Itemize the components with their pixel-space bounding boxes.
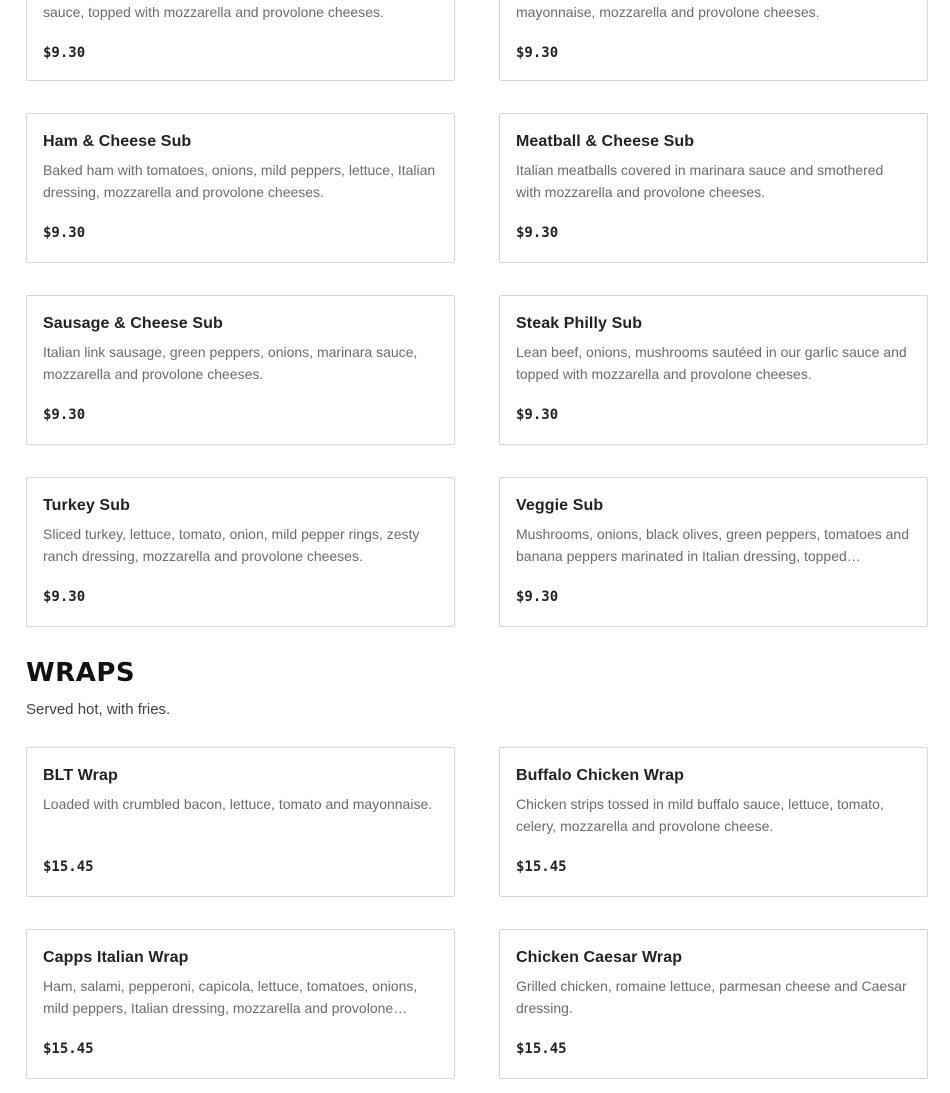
item-name: Meatball & Cheese Sub [516, 133, 695, 150]
menu-item-card[interactable] [499, 929, 928, 1079]
item-name: Chicken Caesar Wrap [516, 949, 683, 966]
item-description: Baked ham with tomatoes, onions, mild peppers, lettuce, Italian dressing, mozzarella and provolone cheeses. [43, 162, 436, 200]
menu-item-card[interactable] [499, 0, 928, 81]
menu-item-card[interactable] [26, 747, 455, 897]
item-price: $15.45 [43, 859, 94, 875]
item-name: Turkey Sub [43, 497, 130, 514]
menu-item-card[interactable] [499, 747, 928, 897]
item-price: $15.45 [43, 1041, 94, 1057]
item-description: Ham, salami, pepperoni, capicola, lettuce, tomatoes, onions, mild peppers, Italian dressing, mozzarella and provolone… [43, 978, 418, 1016]
item-description: Lean beef, onions, mushrooms sautéed in our garlic sauce and topped with mozzarella and provolone cheeses. [516, 344, 907, 382]
item-price: $9.30 [43, 225, 86, 241]
item-price: $9.30 [516, 225, 559, 241]
item-price: $15.45 [516, 859, 567, 875]
item-description: Loaded with crumbled bacon, lettuce, tomato and mayonnaise. [43, 796, 433, 812]
menu-item-card[interactable] [26, 295, 455, 445]
menu-item-card[interactable] [26, 113, 455, 263]
item-name: Capps Italian Wrap [43, 949, 189, 966]
section-subtitle: Served hot, with fries. [26, 701, 171, 718]
item-description: sauce, topped with mozzarella and provolone cheeses. [43, 4, 384, 20]
item-price: $9.30 [43, 407, 86, 423]
item-name: BLT Wrap [43, 767, 118, 784]
item-price: $15.45 [516, 1041, 567, 1057]
item-price: $9.30 [516, 407, 559, 423]
section-title: WRAPS [26, 658, 136, 688]
menu-item-card[interactable] [26, 929, 455, 1079]
item-price: $9.30 [43, 45, 86, 61]
item-name: Ham & Cheese Sub [43, 133, 192, 150]
menu-item-card[interactable] [499, 113, 928, 263]
menu-item-card[interactable] [499, 295, 928, 445]
item-name: Steak Philly Sub [516, 315, 643, 332]
item-description: Mushrooms, onions, black olives, green peppers, tomatoes and banana peppers marinated in Italian dressing, topped… [516, 526, 909, 564]
item-price: $9.30 [516, 589, 559, 605]
item-description: Italian meatballs covered in marinara sauce and smothered with mozzarella and provolone cheeses. [516, 162, 884, 200]
item-description: Italian link sausage, green peppers, onions, marinara sauce, mozzarella and provolone cheeses. [43, 344, 418, 382]
item-price: $9.30 [516, 45, 559, 61]
item-price: $9.30 [43, 589, 86, 605]
menu-item-card[interactable] [26, 0, 455, 81]
item-name: Buffalo Chicken Wrap [516, 767, 684, 784]
item-name: Veggie Sub [516, 497, 604, 514]
item-name: Sausage & Cheese Sub [43, 315, 223, 332]
item-description: Grilled chicken, romaine lettuce, parmesan cheese and Caesar dressing. [516, 978, 907, 1016]
menu-item-card[interactable] [26, 477, 455, 627]
item-description: Sliced turkey, lettuce, tomato, onion, mild pepper rings, zesty ranch dressing, mozzarella and provolone cheeses. [43, 526, 420, 564]
item-description: Chicken strips tossed in mild buffalo sauce, lettuce, tomato, celery, mozzarella and provolone cheese. [516, 796, 884, 834]
item-description: mayonnaise, mozzarella and provolone cheeses. [516, 4, 820, 20]
menu-item-card[interactable] [499, 477, 928, 627]
